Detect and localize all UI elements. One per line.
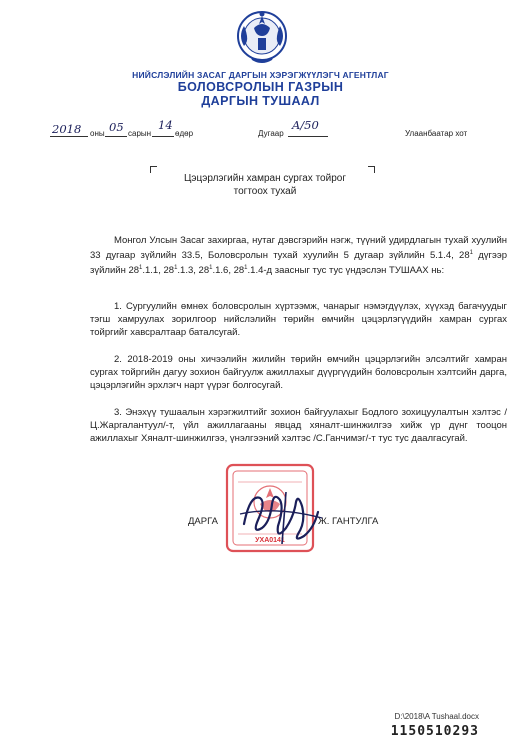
city-label: Улаанбаатар хот bbox=[405, 129, 468, 138]
subject-line-1: Цэцэрлэгийн хамран сургах тойрог bbox=[184, 173, 346, 184]
document-type: ДАРГЫН ТУШААЛ bbox=[201, 94, 320, 108]
year-label: оны bbox=[90, 129, 105, 138]
order-item-3: 3. Энэхүү тушаалын хэрэгжилтийг зохион байгуулахыг Бодлого зохицуулалтын хэлтэс /Ц.Жаргалантуул/-т, үйл ажиллагааны явцад хяналт-шинжилгээ хийж үр дүнг тооцон ажиллахыг Хяналт-шинжилгээ, үнэлгээний хэлтэс /С.Ганчимэг/-т тус тус даалгасугай. bbox=[90, 407, 507, 444]
stamp-code: УХА0141 bbox=[255, 537, 285, 544]
agency-name: НИЙСЛЭЛИЙН ЗАСАГ ДАРГЫН ХЭРЭГЖҮҮЛЭГЧ АГЕНТЛАГ bbox=[132, 70, 389, 80]
department-name: БОЛОВСРОЛЫН ГАЗРЫН bbox=[177, 80, 344, 94]
day-value: 14 bbox=[158, 118, 173, 132]
order-item-1: 1. Сургуулийн өмнөх боловсролын хүртээмж, чанарыг нэмэгдүүлэх, хүүхэд багачуудыг тэгш хамруулах зорилгоор нийслэлийн төрийн өмчийн цэцэрлэгүүдийн хамран сургах тойргийг хавсралтаар баталсугай. bbox=[90, 301, 507, 338]
number-label: Дугаар bbox=[258, 129, 284, 138]
handwritten-signature bbox=[236, 484, 326, 550]
month-value: 05 bbox=[109, 120, 124, 134]
number-value: A/50 bbox=[292, 118, 319, 132]
preamble-paragraph: Монгол Улсын Засаг захиргаа, нутаг дэвсгэрийн нэгж, түүний удирдлагын тухай хуулийн 33 дугаар зүйлийн 33.5, Боловсролын тухай хуулийн 5 дугаар зүйлийн 5.1.4, $28^1$ дүгээр зүйлийн $28^1.1.1$, $28^1.1.3$, $28^1.1.6$, $28^1.1.4-д$ заасныг тус тус үндэслэн ТУШААХ нь: bbox=[90, 235, 507, 277]
serial-number: 1150510293 bbox=[390, 724, 479, 739]
document-meta-line bbox=[0, 118, 521, 142]
order-item-2: 2. 2018-2019 оны хичээлийн жилийн төрийн өмчийн цэцэрлэгийн элсэлтийг хамран сургах тойргийн дагуу зохион байгуулж ажиллахыг дүүргүүдийн боловсролын хэлтсийн дарга, цэцэрлэгийн эрхлэгч нарт үүрэг болгосугай. bbox=[90, 354, 507, 391]
signatory-title: ДАРГА bbox=[188, 516, 218, 527]
subject-line-2: тогтоох тухай bbox=[233, 186, 297, 197]
signatory-name: Ж. ГАНТУЛГА bbox=[318, 516, 379, 527]
subject bbox=[155, 172, 375, 198]
day-label: өдөр bbox=[175, 129, 194, 138]
file-path: D:\2018\A Tushaal.docx bbox=[394, 712, 479, 721]
month-label: сарын bbox=[128, 129, 152, 138]
state-emblem-icon bbox=[234, 6, 290, 68]
year-value: 2018 bbox=[52, 122, 82, 136]
